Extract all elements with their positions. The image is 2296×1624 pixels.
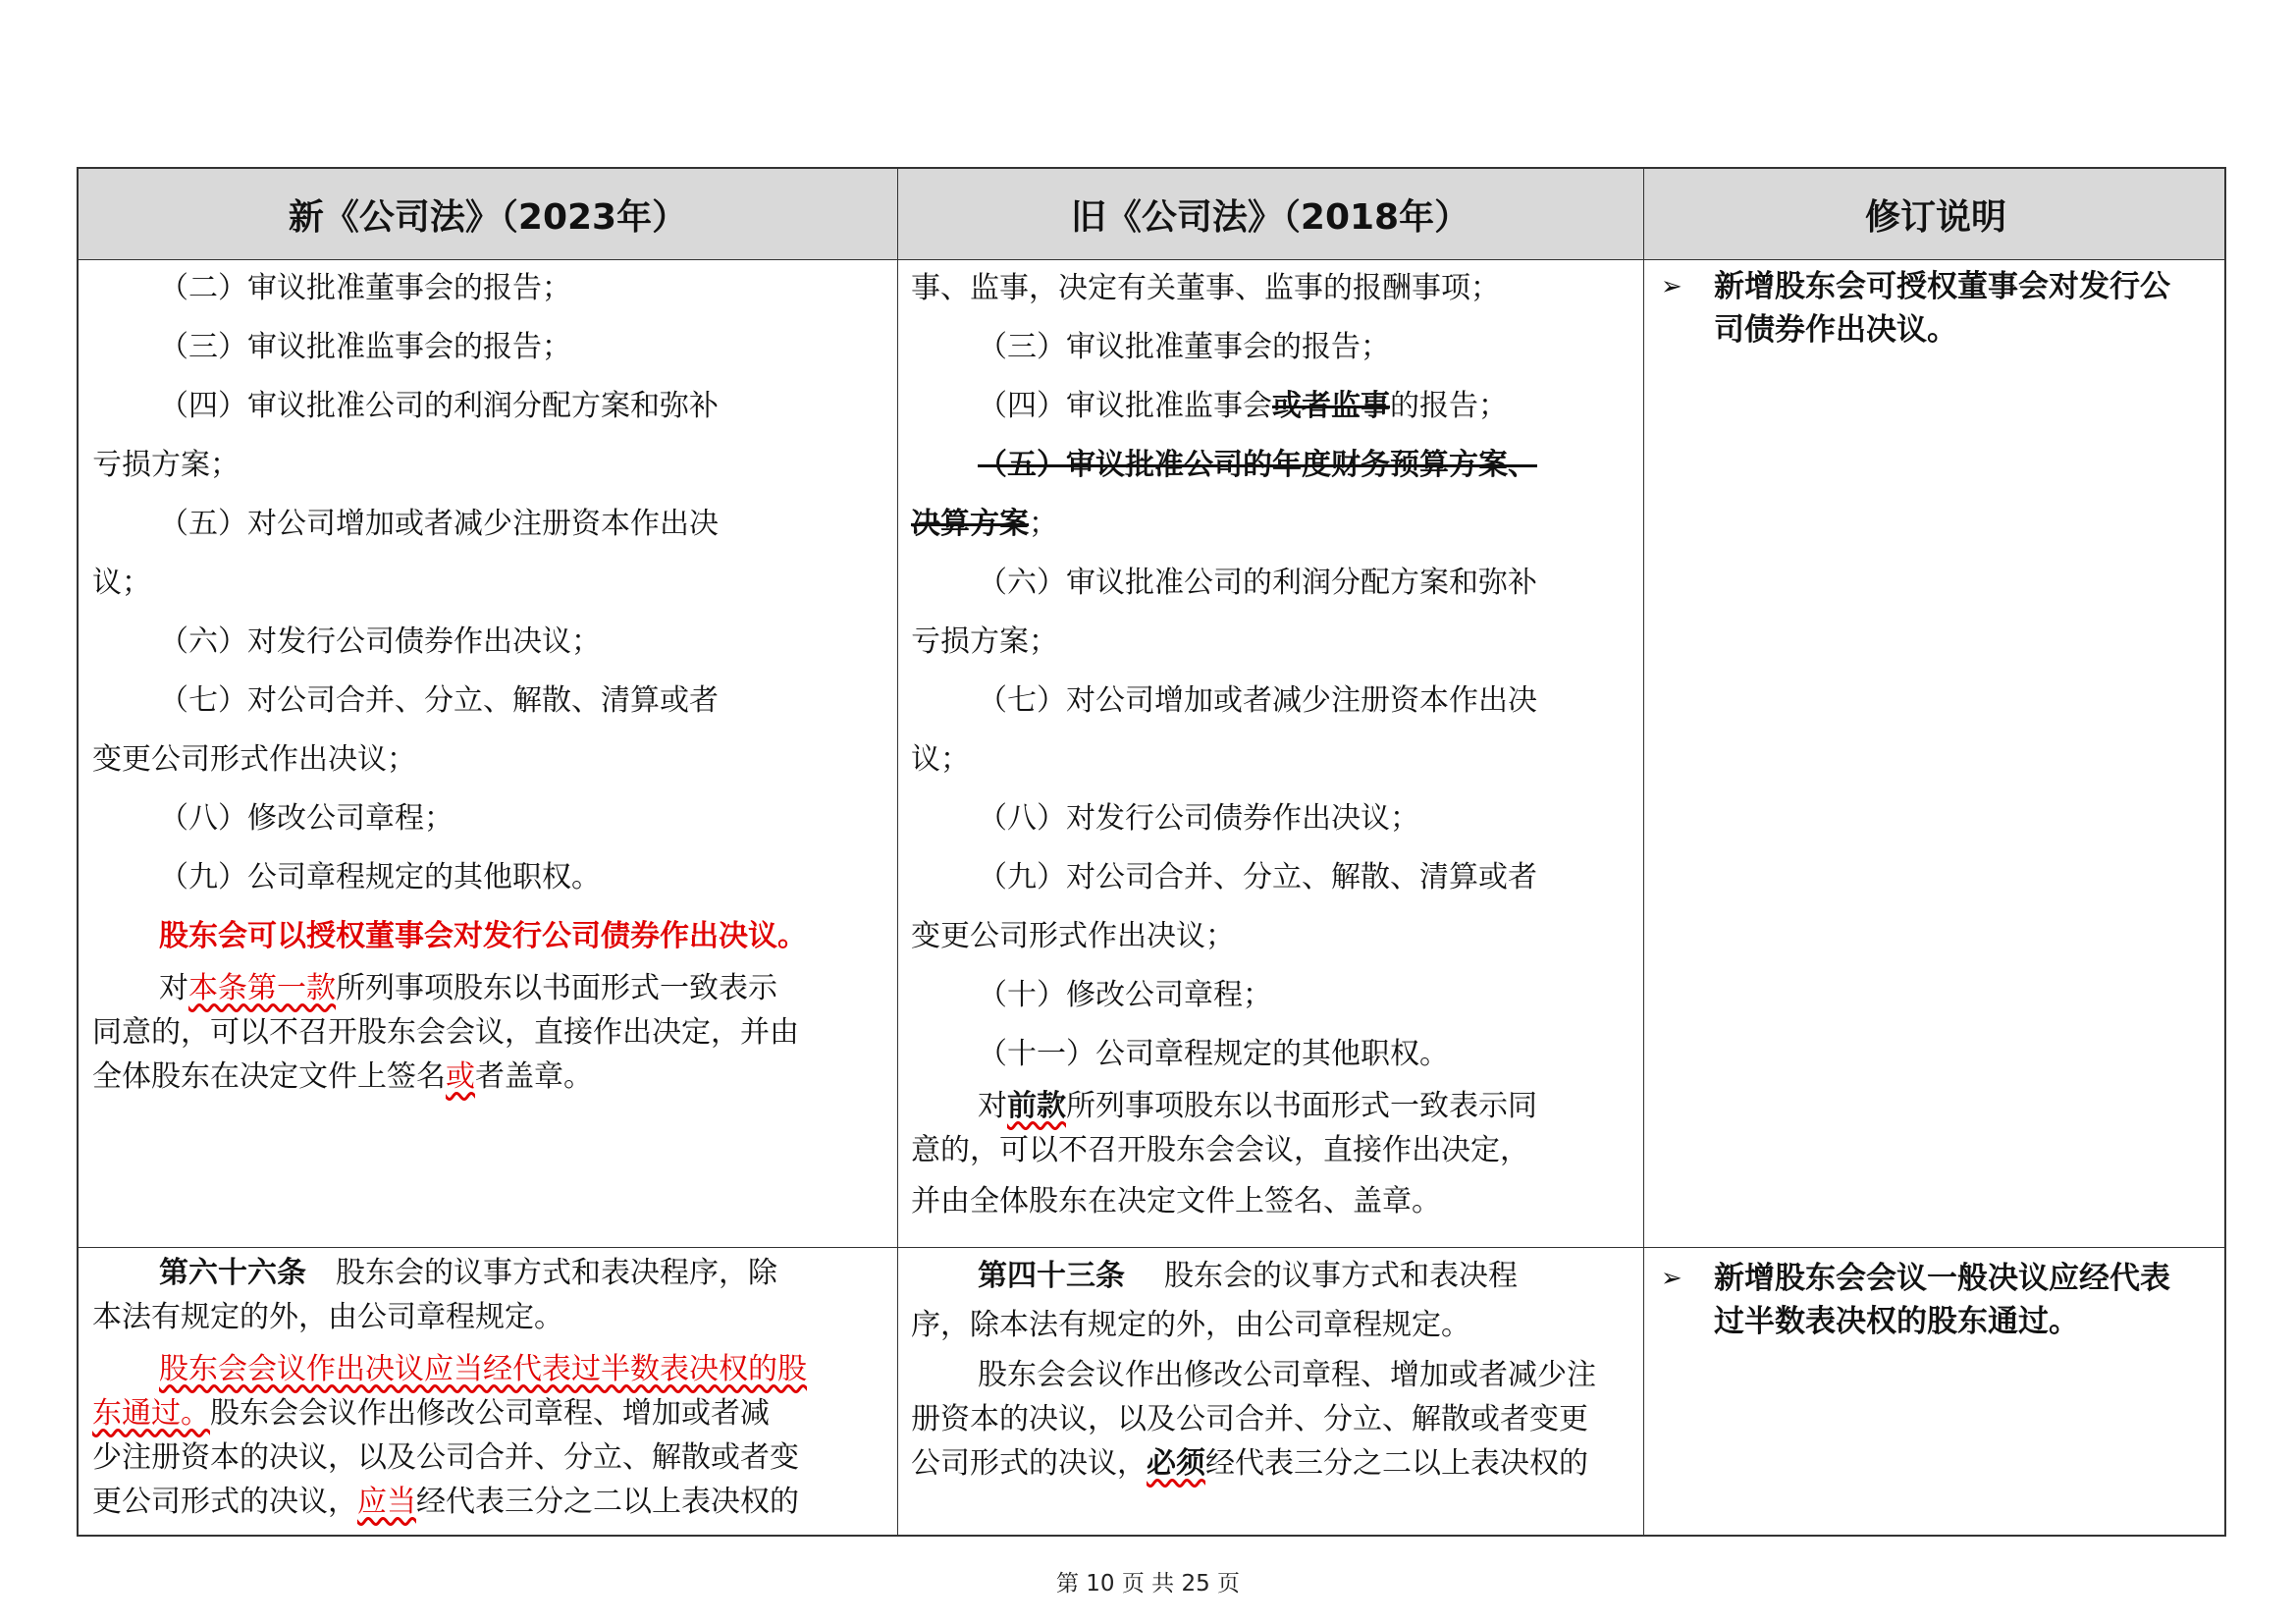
old-law-line — [911, 495, 1629, 554]
list-item: （四）审议批准公司的利润分配方案和弥补 — [159, 389, 719, 423]
list-item: （八）对发行公司债券作出决议； — [978, 801, 1419, 836]
list-item: （六）对发行公司债券作出决议； — [159, 624, 601, 659]
written-consent-line2: 同意的，可以不召开股东会会议，直接作出决定，并由 — [92, 1015, 799, 1050]
arrow-bullet-icon: ➢ — [1661, 1264, 1682, 1293]
list-item: （三）审议批准监事会的报告； — [159, 330, 571, 364]
list-item: （五）对公司增加或者减少注册资本作出决 — [159, 507, 719, 541]
text: 股东会会议作出修改公司章程、增加或者减 — [210, 1396, 770, 1431]
header-old-law: 旧《公司法》（2018年） — [1070, 196, 1470, 238]
row2-revision-note — [1643, 1247, 2228, 1539]
text: 所列事项股东以书面形式一致表示 — [336, 971, 777, 1005]
list-item: （九）公司章程规定的其他职权。 — [159, 860, 601, 894]
amended-word: 或 — [446, 1059, 475, 1094]
added-text: 东通过。 — [92, 1396, 210, 1431]
article-number: 第六十六条 — [159, 1256, 306, 1290]
old-law-line: 事、监事，决定有关董事、监事的报酬事项； — [911, 271, 1500, 305]
note-line: 司债券作出决议。 — [1714, 312, 1957, 348]
text: 所列事项股东以书面形式一致表示同 — [1066, 1089, 1537, 1123]
text-line: 本法有规定的外，由公司章程规定。 — [92, 1300, 563, 1334]
text: 的报告； — [1390, 389, 1508, 423]
new-law-items — [92, 259, 883, 907]
list-item: （七）对公司增加或者减少注册资本作出决 — [978, 683, 1537, 718]
header-revision-note: 修订说明 — [1864, 196, 2006, 238]
text-line: 股东会会议作出修改公司章程、增加或者减少注 — [978, 1358, 1596, 1392]
revision-note — [1657, 1257, 2215, 1343]
list-item: （十）修改公司章程； — [978, 978, 1272, 1012]
text: 股东会的议事方式和表决程序，除 — [336, 1256, 777, 1290]
comparison-table — [77, 167, 2226, 1537]
amended-word: 必须 — [1147, 1446, 1205, 1481]
row1-new-law — [79, 259, 897, 1247]
list-item: 变更公司形式作出决议； — [911, 919, 1235, 953]
amended-reference: 本条第一款 — [188, 971, 336, 1005]
deleted-text: 或者监事 — [1272, 389, 1390, 423]
list-item: 亏损方案； — [92, 448, 240, 482]
text: 对 — [978, 1089, 1007, 1123]
list-item: 议； — [92, 566, 151, 600]
written-consent-line3 — [92, 1055, 883, 1099]
table-header — [79, 169, 2224, 259]
written-consent-line1 — [92, 966, 883, 1010]
text-line: 册资本的决议，以及公司合并、分立、解散或者变更 — [911, 1402, 1588, 1436]
row1-revision-note — [1643, 259, 2228, 1247]
note-line: 过半数表决权的股东通过。 — [1714, 1304, 2079, 1339]
list-item: （八）修改公司章程； — [159, 801, 454, 836]
deleted-clause: （五）审议批准公司的年度财务预算方案、 — [978, 448, 1537, 482]
note-line: 新增股东会会议一般决议应经代表 — [1714, 1261, 2170, 1296]
row2-new-law — [79, 1247, 897, 1539]
text: （四）审议批准监事会 — [978, 389, 1272, 423]
list-item: （九）对公司合并、分立、解散、清算或者 — [978, 860, 1537, 894]
page-number: 第 10 页 共 25 页 — [1055, 1571, 1241, 1597]
text: ； — [1029, 507, 1058, 541]
header-new-law: 新《公司法》（2023年） — [288, 196, 688, 238]
row2-old-law — [897, 1247, 1643, 1539]
list-item: （七）对公司合并、分立、解散、清算或者 — [159, 683, 719, 718]
text: 经代表三分之二以上表决权的 — [1205, 1446, 1588, 1481]
article-number: 第四十三条 — [978, 1259, 1125, 1293]
list-item: （十一）公司章程规定的其他职权。 — [978, 1037, 1449, 1071]
added-text: 股东会会议作出决议应当经代表过半数表决权的股 — [159, 1352, 807, 1386]
text: 公司形式的决议， — [911, 1446, 1147, 1481]
list-item: 亏损方案； — [911, 624, 1058, 659]
text: 股东会的议事方式和表决程 — [1164, 1259, 1518, 1293]
arrow-bullet-icon: ➢ — [1661, 272, 1682, 301]
text-line: 序，除本法有规定的外，由公司章程规定。 — [911, 1308, 1470, 1342]
added-clause: 股东会可以授权董事会对发行公司债券作出决议。 — [159, 919, 807, 953]
text: 者盖章。 — [475, 1059, 593, 1094]
text-line — [92, 1480, 883, 1524]
amended-reference: 前款 — [1007, 1089, 1066, 1123]
text-line — [92, 1391, 883, 1435]
note-line: 新增股东会可授权董事会对发行公 — [1714, 269, 2170, 304]
written-consent-line1 — [911, 1084, 1629, 1128]
list-item: 变更公司形式作出决议； — [92, 742, 416, 777]
revision-note — [1657, 265, 2215, 352]
row1-old-law — [897, 259, 1643, 1247]
written-consent-line2: 意的，可以不召开股东会会议，直接作出决定， — [911, 1133, 1529, 1167]
written-consent-line3: 并由全体股东在决定文件上签名、盖章。 — [911, 1184, 1441, 1218]
text-line — [911, 1441, 1629, 1486]
text: 全体股东在决定文件上签名 — [92, 1059, 446, 1094]
old-law-line: （三）审议批准董事会的报告； — [978, 330, 1390, 364]
text-line: 少注册资本的决议，以及公司合并、分立、解散或者变 — [92, 1440, 799, 1475]
old-law-line — [911, 377, 1629, 436]
text: 经代表三分之二以上表决权的 — [416, 1485, 799, 1519]
list-item: （二）审议批准董事会的报告； — [159, 271, 571, 305]
deleted-text: 决算方案 — [911, 507, 1029, 541]
list-item: 议； — [911, 742, 970, 777]
article-line — [92, 1251, 883, 1295]
amended-word: 应当 — [357, 1485, 416, 1519]
text: 对 — [159, 971, 188, 1005]
list-item: （六）审议批准公司的利润分配方案和弥补 — [978, 566, 1537, 600]
text: 更公司形式的决议， — [92, 1485, 357, 1519]
